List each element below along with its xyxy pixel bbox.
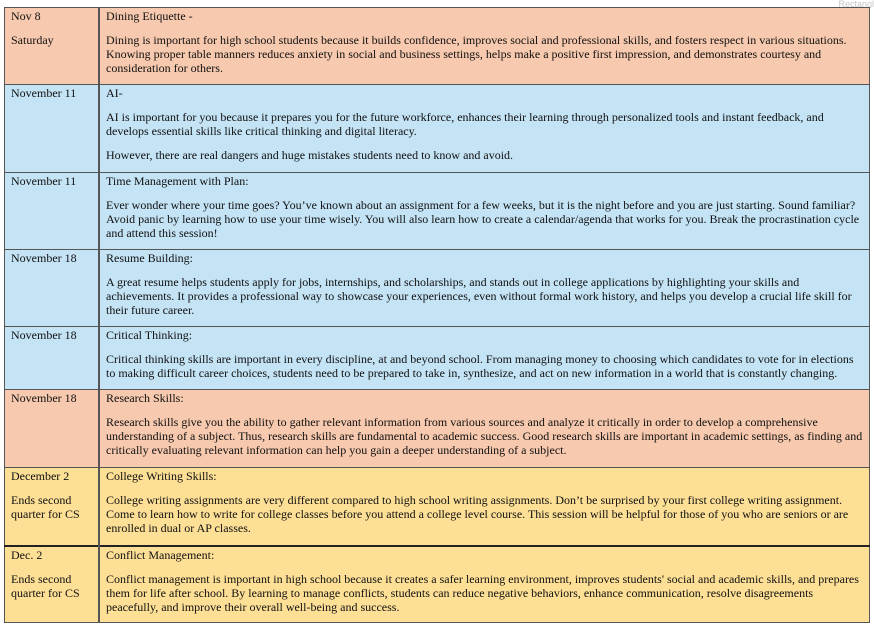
- session-description: College writing assignments are very different compared to high school writing assignments. Don’t be surprised by your first college writing assignment. Come to learn how to write for college classes before you attend a college level course. This session will be helpful for those of you who are seniors or are enrolled in dual or AP classes.: [106, 493, 849, 535]
- date-cell[interactable]: [5, 250, 100, 327]
- table-row: [5, 250, 870, 327]
- topic-cell[interactable]: [99, 8, 870, 85]
- session-description: However, there are real dangers and huge mistakes students need to know and avoid.: [106, 148, 514, 162]
- session-description: Ever wonder where your time goes? You’ve known about an assignment for a few weeks, but it is the night before and you are just starting. Sound familiar? Avoid panic by learning how to use your time wisely. You will also learn how to create a calendar/agenda that works for you. Break the procrastination cycle and attend this session!: [106, 198, 860, 240]
- date-cell[interactable]: [5, 468, 100, 546]
- table-row: [5, 85, 870, 173]
- session-title: Critical Thinking:: [106, 328, 193, 342]
- session-title: AI-: [106, 86, 123, 100]
- session-date: Dec. 2: [11, 547, 43, 562]
- topic-cell[interactable]: [99, 250, 870, 327]
- session-date: November 11: [11, 174, 77, 188]
- session-date: November 18: [11, 391, 77, 405]
- date-cell[interactable]: [5, 390, 100, 468]
- topic-cell[interactable]: [99, 327, 870, 390]
- session-description: Dining is important for high school students because it builds confidence, improves social and professional skills, and fosters respect in various situations. Knowing proper table manners reduces anxiety in social and business settings, helps make a positive first impression, and demonstrates courtesy and consideration for others.: [106, 33, 847, 75]
- table-row: [5, 390, 870, 468]
- session-date: November 18: [11, 251, 77, 265]
- session-schedule-table: [4, 7, 870, 623]
- date-cell[interactable]: [5, 85, 100, 173]
- table-row: [5, 468, 870, 546]
- session-title: Research Skills:: [106, 391, 184, 405]
- table-row: [5, 8, 870, 85]
- topic-cell[interactable]: [99, 468, 870, 546]
- session-date-note: Saturday: [11, 33, 54, 47]
- topic-cell[interactable]: [99, 546, 870, 623]
- date-cell[interactable]: [5, 546, 100, 623]
- table-row: [5, 546, 870, 623]
- session-date: November 11: [11, 86, 77, 100]
- topic-cell[interactable]: [99, 390, 870, 468]
- date-cell[interactable]: [5, 173, 100, 250]
- table-row: [5, 327, 870, 390]
- session-description: Critical thinking skills are important in every discipline, at and beyond school. From managing money to choosing which candidates to vote for in elections to making difficult career choices, students need to be prepared to take in, synthesize, and act on new information in a world that is constantly changing.: [106, 352, 854, 380]
- session-description: A great resume helps students apply for jobs, internships, and scholarships, and stands out in college applications by highlighting your skills and achievements. It provides a professional way to showcase your experiences, even without formal work history, and helps you develop a crucial life skill for their future career.: [106, 275, 852, 317]
- session-date: December 2: [11, 469, 70, 483]
- topic-cell[interactable]: [99, 85, 870, 173]
- session-title: College Writing Skills:: [106, 469, 217, 483]
- table-row: [5, 173, 870, 250]
- date-cell[interactable]: [5, 327, 100, 390]
- session-description: AI is important for you because it prepares you for the future workforce, enhances their learning through personalized tools and instant feedback, and develops essential skills like critical thinking and digital literacy.: [106, 110, 824, 138]
- session-date-note: Ends second quarter for CS: [11, 493, 80, 521]
- session-description: Conflict management is important in high school because it creates a safer learning environment, improves students' social and academic skills, and prepares them for life after school. By learning to manage conflicts, students can reduce negative behaviors, enhance communication, resolve disagreements peacefully, and improve their overall well-being and success.: [106, 571, 859, 614]
- date-cell[interactable]: [5, 8, 100, 85]
- corner-shape-label: Rectangl: [838, 0, 874, 8]
- topic-cell[interactable]: [99, 173, 870, 250]
- session-title: Resume Building:: [106, 251, 193, 265]
- session-date: November 18: [11, 328, 77, 342]
- session-description: Research skills give you the ability to gather relevant information from various sources and analyze it critically in order to develop a comprehensive understanding of a subject. Thus, research skills are fundamental to academic success. Good research skills are important in academic settings, as finding and critically evaluating relevant information can help you gain a deeper understanding of a subject.: [106, 415, 863, 457]
- session-title: Conflict Management:: [106, 547, 215, 562]
- session-date: Nov 8: [11, 9, 41, 23]
- session-date-note: Ends second quarter for CS: [11, 571, 80, 600]
- session-title: Time Management with Plan:: [106, 174, 249, 188]
- session-title: Dining Etiquette -: [106, 9, 193, 23]
